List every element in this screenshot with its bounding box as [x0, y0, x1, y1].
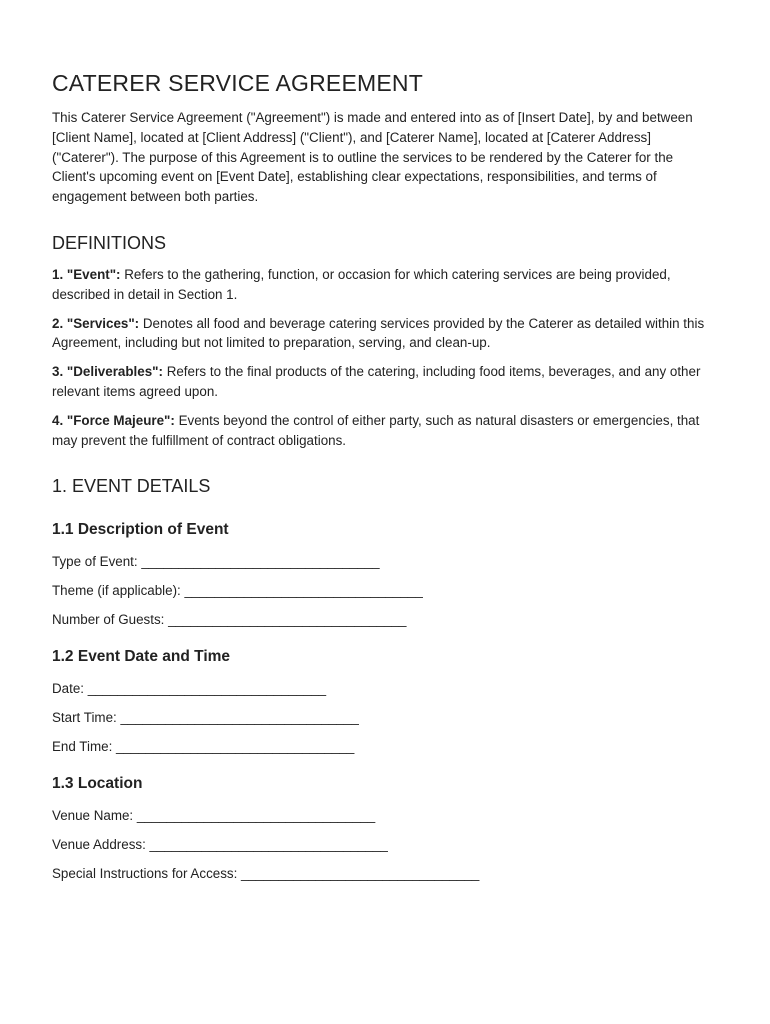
definition-text: Refers to the gathering, function, or occasion for which catering services are being provided, described in detail in Section 1. [52, 266, 671, 302]
location-heading: 1.3 Location [52, 775, 143, 793]
venue-name-field[interactable]: Venue Name: ________________________________ [52, 808, 376, 824]
end-time-field[interactable]: End Time: ________________________________ [52, 739, 355, 755]
definition-item [52, 314, 710, 354]
definition-item [52, 265, 710, 305]
event-details-heading: 1. EVENT DETAILS [52, 476, 211, 497]
document-title: CATERER SERVICE AGREEMENT [52, 70, 423, 96]
date-field[interactable]: Date: ________________________________ [52, 681, 327, 697]
definitions-heading: DEFINITIONS [52, 232, 167, 253]
venue-address-field[interactable]: Venue Address: ________________________________ [52, 837, 388, 853]
definition-item [52, 411, 710, 451]
description-of-event-heading: 1.1 Description of Event [52, 521, 229, 539]
definition-item [52, 362, 710, 402]
definition-term: 1. "Event": [52, 266, 121, 282]
special-instructions-field[interactable]: Special Instructions for Access: ________________________________ [52, 866, 480, 882]
start-time-field[interactable]: Start Time: ________________________________ [52, 710, 359, 726]
number-of-guests-field[interactable]: Number of Guests: ________________________________ [52, 612, 407, 628]
theme-field[interactable]: Theme (if applicable): ________________________________ [52, 583, 423, 599]
type-of-event-field[interactable]: Type of Event: ________________________________ [52, 554, 380, 570]
definition-term: 4. "Force Majeure": [52, 412, 175, 428]
definition-term: 3. "Deliverables": [52, 364, 163, 380]
intro-paragraph: This Caterer Service Agreement ("Agreement") is made and entered into as of [Insert Date], by and between [Client Name], located at [Client Address] ("Client"), and [Caterer Name], located at [Caterer Address] ("Caterer"). The purpose of this Agreement is to outline the services to be rendered by the Caterer for the Client's upcoming event on [Event Date], establishing clear expectations, responsibilities, and terms of engagement between both parties. [52, 110, 693, 205]
definition-term: 2. "Services": [52, 315, 140, 331]
definition-text: Events beyond the control of either party, such as natural disasters or emergencies, that may prevent the fulfillment of contract obligations. [52, 412, 700, 448]
definition-text: Refers to the final products of the catering, including food items, beverages, and any other relevant items agreed upon. [52, 364, 701, 399]
event-date-time-heading: 1.2 Event Date and Time [52, 648, 231, 666]
definition-text: Denotes all food and beverage catering services provided by the Caterer as detailed within this Agreement, including but not limited to preparation, serving, and clean-up. [52, 315, 705, 351]
